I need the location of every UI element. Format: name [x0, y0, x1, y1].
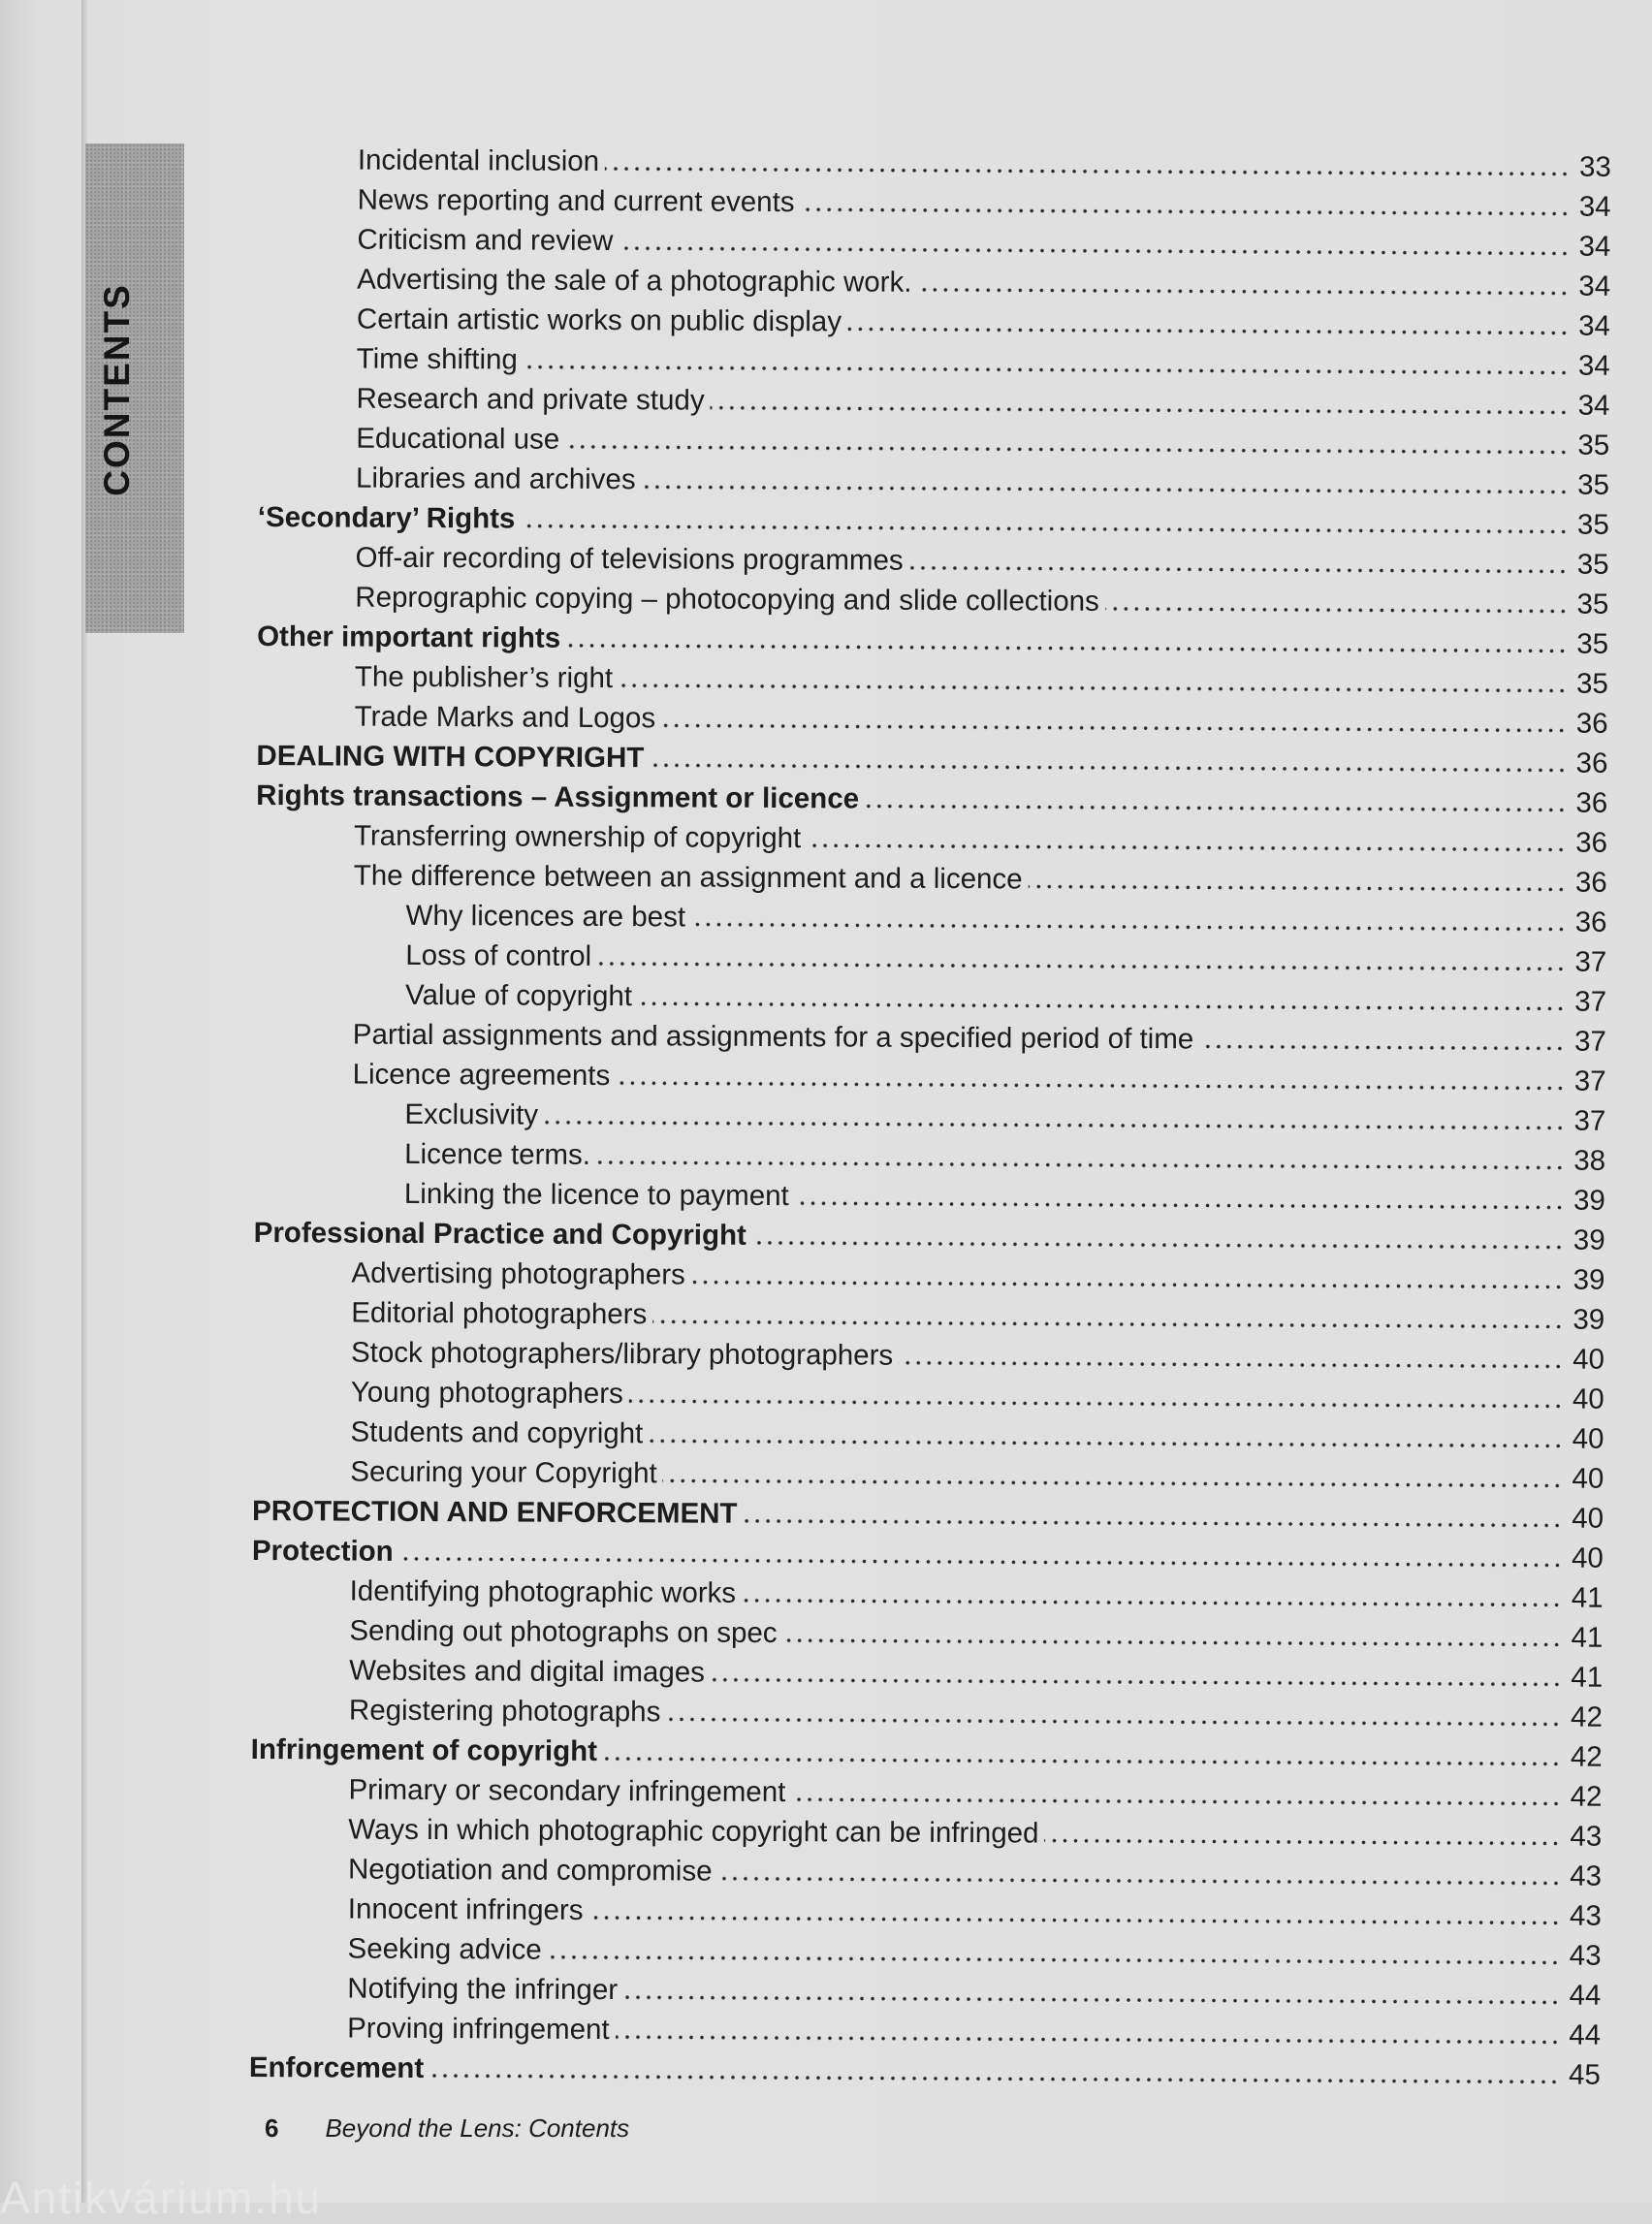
- dot-leader: [717, 1877, 1560, 1886]
- page-number: 6: [265, 2113, 279, 2143]
- toc-entry-page: 37: [1573, 1025, 1606, 1058]
- dot-leader: [899, 1361, 1564, 1369]
- toc-entry-title: Websites and digital images: [349, 1654, 706, 1689]
- toc-entry-page: 40: [1571, 1541, 1604, 1574]
- toc-entry-title: Incidental inclusion: [357, 143, 600, 177]
- toc-entry-page: 36: [1575, 786, 1608, 819]
- toc-entry-page: 39: [1573, 1184, 1606, 1217]
- toc-entry-page: 43: [1569, 1899, 1602, 1932]
- dot-leader: [666, 1717, 1562, 1726]
- dot-leader: [917, 288, 1570, 296]
- toc-entry-page: 34: [1577, 389, 1610, 422]
- toc-entry-page: 43: [1570, 1859, 1603, 1892]
- toc-entry-page: 38: [1573, 1144, 1606, 1177]
- dot-leader: [652, 1319, 1564, 1328]
- toc-entry-title: Notifying the infringer: [347, 1972, 619, 2007]
- dot-leader: [623, 1995, 1560, 2004]
- toc-entry-title: Rights transactions – Assignment or licence: [256, 779, 860, 815]
- toc-entry-title: Value of copyright: [404, 978, 633, 1013]
- dot-leader: [650, 763, 1567, 772]
- toc-entry-title: Registering photographs: [348, 1694, 661, 1729]
- toc-entry-page: 36: [1575, 707, 1608, 740]
- toc-entry-title: Ways in which photographic copyright can be infringed: [348, 1813, 1039, 1850]
- dot-leader: [661, 723, 1568, 732]
- dot-leader: [649, 1439, 1563, 1447]
- section-tab-label: CONTENTS: [97, 283, 137, 496]
- toc-entry-page: 35: [1575, 667, 1608, 700]
- dot-leader: [791, 1797, 1561, 1805]
- dot-leader: [847, 327, 1570, 334]
- toc-entry-page: 37: [1574, 945, 1607, 978]
- toc-entry-page: 35: [1576, 588, 1609, 620]
- dot-leader: [565, 445, 1569, 455]
- dot-leader: [807, 843, 1567, 851]
- dot-leader: [1044, 1839, 1561, 1846]
- dot-leader: [691, 923, 1566, 932]
- toc-entry-page: 33: [1578, 150, 1611, 183]
- toc-entry-title: Licence agreements: [352, 1058, 611, 1093]
- toc-entry-title: Advertising photographers: [351, 1256, 685, 1291]
- dot-leader: [1199, 1044, 1566, 1050]
- toc-entry-title: PROTECTION AND ENFORCEMENT: [252, 1494, 738, 1530]
- toc-entry-page: 40: [1572, 1462, 1604, 1495]
- dot-leader: [801, 207, 1571, 215]
- table-of-contents: [247, 140, 1615, 2095]
- toc-entry-title: Young photographers: [350, 1376, 623, 1411]
- toc-entry-title: Stock photographers/library photographers: [350, 1336, 894, 1372]
- page-footer: [265, 2113, 629, 2144]
- toc-entry: [247, 2008, 1604, 2055]
- toc-entry-page: 34: [1578, 190, 1611, 223]
- dot-leader: [711, 1678, 1562, 1687]
- dot-leader: [909, 566, 1569, 574]
- toc-entry-page: 39: [1573, 1223, 1605, 1256]
- toc-entry-title: Time shifting: [356, 342, 518, 376]
- toc-entry-page: 43: [1569, 1939, 1602, 1972]
- watermark-text: Antikvárium.hu: [0, 2173, 323, 2223]
- toc-entry-page: 45: [1568, 2058, 1601, 2091]
- dot-leader: [566, 644, 1568, 653]
- toc-entry-title: Sending out photographs on spec: [349, 1614, 778, 1650]
- toc-entry-page: 40: [1572, 1382, 1604, 1415]
- dot-leader: [588, 1916, 1560, 1925]
- dot-leader: [619, 246, 1570, 255]
- toc-entry-title: Other important rights: [257, 620, 561, 654]
- toc-entry-page: 36: [1574, 866, 1607, 899]
- toc-entry-title: Protection: [251, 1534, 394, 1568]
- dot-leader: [1029, 884, 1567, 891]
- dot-leader: [399, 1557, 1563, 1568]
- toc-entry-title: Exclusivity: [404, 1097, 539, 1131]
- toc-entry-title: Editorial photographers: [351, 1296, 648, 1331]
- dot-leader: [616, 1081, 1565, 1090]
- dot-leader: [596, 1160, 1565, 1170]
- toc-entry-page: 35: [1577, 468, 1610, 501]
- dot-leader: [663, 1478, 1564, 1487]
- toc-entry-title: Linking the licence to payment: [403, 1177, 789, 1213]
- toc-entry-page: 40: [1572, 1502, 1604, 1535]
- dot-leader: [619, 683, 1568, 692]
- toc-entry-title: Licence terms.: [404, 1137, 591, 1171]
- toc-entry-page: 37: [1573, 1064, 1606, 1097]
- toc-entry-page: 39: [1573, 1303, 1605, 1336]
- dot-leader: [711, 406, 1570, 415]
- toc-entry-title: Advertising the sale of a photographic work.: [357, 263, 912, 299]
- toc-entry-page: 35: [1576, 627, 1609, 660]
- toc-entry-page: 43: [1570, 1820, 1603, 1853]
- toc-entry-title: DEALING WITH COPYRIGHT: [256, 740, 645, 775]
- toc-entry-page: 41: [1571, 1661, 1604, 1694]
- toc-entry-title: Criticism and review: [357, 223, 614, 258]
- toc-entry-page: 36: [1574, 905, 1607, 938]
- toc-entry-title: Seeking advice: [347, 1932, 542, 1966]
- toc-entry-page: 41: [1571, 1621, 1604, 1654]
- toc-entry-page: 37: [1574, 985, 1607, 1018]
- dot-leader: [521, 524, 1568, 534]
- toc-entry-page: 44: [1569, 1979, 1602, 2012]
- dot-leader: [1105, 607, 1569, 614]
- toc-entry-title: The difference between an assignment and a licence: [353, 859, 1023, 896]
- toc-entry-page: 42: [1571, 1700, 1604, 1733]
- toc-entry-title: Certain artistic works on public display: [356, 302, 842, 338]
- dot-leader: [691, 1281, 1565, 1289]
- toc-entry-page: 44: [1569, 2018, 1602, 2051]
- toc-entry-page: 40: [1572, 1422, 1604, 1455]
- dot-leader: [783, 1638, 1563, 1646]
- toc-entry-title: Educational use: [356, 422, 560, 456]
- toc-entry-title: Off-air recording of televisions programmes: [355, 541, 904, 577]
- toc-entry-title: Libraries and archives: [355, 461, 636, 496]
- toc-entry-title: Reprographic copying – photocopying and slide collections: [355, 581, 1099, 618]
- toc-entry-page: 34: [1577, 349, 1610, 382]
- dot-leader: [616, 2035, 1560, 2044]
- toc-entry-title: Trade Marks and Logos: [354, 700, 656, 735]
- toc-entry-page: 34: [1578, 270, 1611, 302]
- dot-leader: [638, 1001, 1566, 1010]
- toc-entry-title: Loss of control: [405, 938, 592, 972]
- toc-entry-title: Transferring ownership of copyright: [353, 819, 802, 855]
- toc-entry-title: Research and private study: [356, 382, 705, 417]
- toc-entry-title: Securing your Copyright: [350, 1455, 657, 1490]
- toc-entry: [250, 1491, 1607, 1539]
- toc-entry-title: Innocent infringers: [347, 1892, 584, 1926]
- toc-entry-page: 34: [1578, 230, 1611, 263]
- toc-entry-page: 35: [1576, 548, 1609, 581]
- toc-entry-title: Students and copyright: [350, 1415, 644, 1450]
- dot-leader: [603, 1757, 1562, 1766]
- dot-leader: [629, 1399, 1564, 1408]
- dot-leader: [524, 365, 1570, 375]
- toc-entry-page: 40: [1573, 1343, 1605, 1376]
- toc-entry-title: Primary or secondary infringement: [348, 1773, 786, 1809]
- dot-leader: [548, 1955, 1561, 1965]
- toc-entry-title: ‘Secondary’ Rights: [257, 501, 516, 535]
- dot-leader: [642, 485, 1569, 493]
- toc-entry-title: Enforcement: [248, 2050, 425, 2084]
- dot-leader: [743, 1519, 1563, 1528]
- toc-entry-title: News reporting and current events: [357, 183, 795, 219]
- toc-entry-page: 34: [1578, 309, 1611, 342]
- toc-entry-page: 42: [1570, 1740, 1603, 1773]
- dot-leader: [752, 1241, 1565, 1250]
- toc-entry-page: 36: [1575, 747, 1608, 779]
- running-title: Beyond the Lens: Contents: [325, 2113, 630, 2143]
- toc-entry-page: 37: [1573, 1104, 1606, 1137]
- toc-entry-page: 35: [1577, 429, 1610, 461]
- toc-entry-title: Why licences are best: [405, 899, 686, 934]
- toc-entry-title: Proving infringement: [347, 2012, 610, 2047]
- dot-leader: [795, 1201, 1565, 1209]
- dot-leader: [865, 805, 1567, 812]
- toc-entry-title: Partial assignments and assignments for a specified period of time: [352, 1018, 1194, 1056]
- toc-entry-page: 36: [1575, 826, 1608, 859]
- toc-entry-page: 39: [1573, 1263, 1605, 1296]
- dot-leader: [597, 962, 1566, 971]
- dot-leader: [429, 2074, 1560, 2084]
- toc-entry-title: Infringement of copyright: [250, 1732, 598, 1767]
- toc-entry-page: 41: [1571, 1581, 1604, 1614]
- dot-leader: [742, 1599, 1563, 1607]
- toc-entry-page: 35: [1576, 508, 1609, 541]
- dot-leader: [544, 1121, 1565, 1130]
- toc-entry: [247, 2048, 1604, 2095]
- toc-entry-title: The publisher’s right: [354, 660, 614, 695]
- toc-entry-page: 42: [1570, 1780, 1603, 1813]
- toc-entry-title: Professional Practice and Copyright: [253, 1216, 747, 1252]
- dot-leader: [605, 167, 1571, 176]
- toc-entry-title: Identifying photographic works: [349, 1574, 737, 1609]
- toc-entry-title: Negotiation and compromise: [347, 1853, 713, 1888]
